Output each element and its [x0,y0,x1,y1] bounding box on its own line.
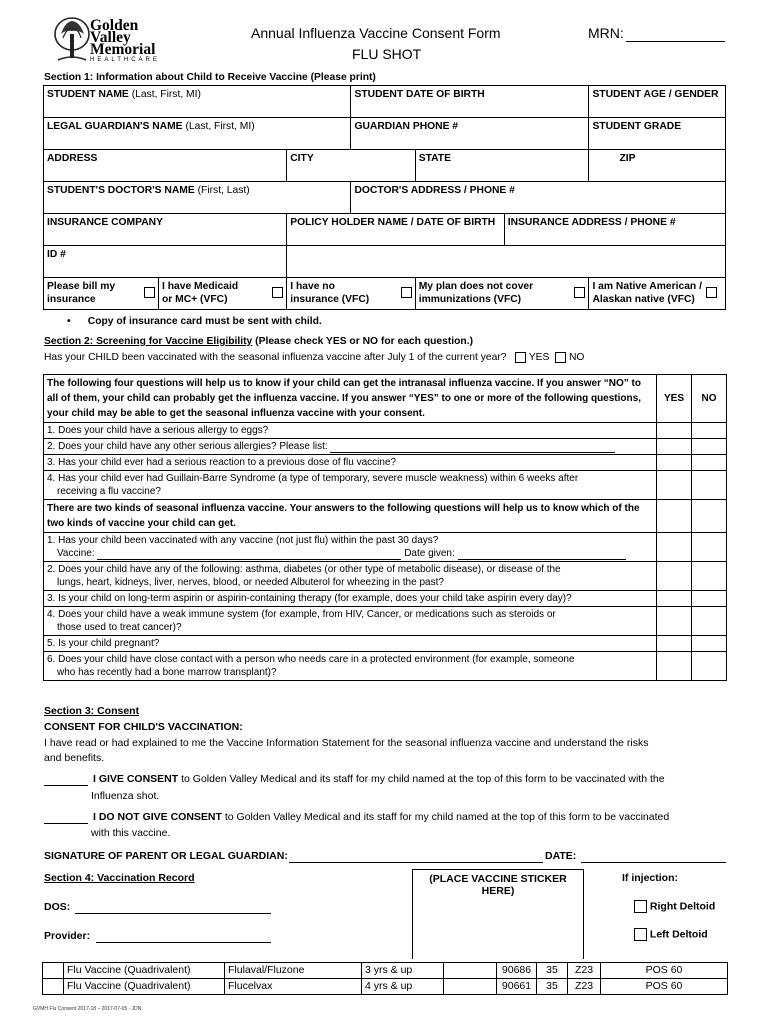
native-american-option[interactable]: I am Native American / Alaskan native (VFC) [589,278,726,310]
left-deltoid-checkbox[interactable] [634,928,647,941]
prior-yes-checkbox[interactable] [515,352,526,363]
vaccine-record-table [42,962,728,995]
screening-intro2: There are two kinds of seasonal influenza vaccine. Your answers to the following questions will help us to know which of the two kinds of vaccine your child can get. [44,500,657,533]
r4-no[interactable] [692,607,727,636]
doctor-address-cell[interactable]: DOCTOR'S ADDRESS / PHONE # [351,182,726,214]
insurance-card-note: • Copy of insurance card must be sent with child. [67,316,322,327]
vaccine-brand: Flucelvax [225,979,362,995]
if-injection-label: If injection: [622,872,678,884]
consent-text-line2: and benefits. [44,752,105,764]
q3-previous-reaction: 3. Has your child ever had a serious reaction to a previous dose of flu vaccine? [44,455,657,471]
signature-field[interactable] [289,850,543,863]
guardian-name-cell[interactable]: LEGAL GUARDIAN'S NAME (Last, First, MI) [44,118,351,150]
recent-vaccine-field[interactable] [97,548,401,560]
vaccine-blank [444,963,497,979]
r3-no[interactable] [692,591,727,607]
q1-no[interactable] [692,423,727,439]
r1-no[interactable] [692,533,727,562]
date-label: DATE: [545,850,577,862]
allergies-list-field[interactable] [330,441,615,453]
logo-line4: HEALTHCARE [90,57,160,63]
vaccine-age: 4 yrs & up [362,979,444,995]
vaccine-name: Flu Vaccine (Quadrivalent) [64,963,225,979]
vaccine-brand: Flulaval/Fluzone [225,963,362,979]
provider-label: Provider: [44,930,91,942]
medicaid-option[interactable]: I have Medicaid or MC+ (VFC) [159,278,287,310]
col-yes-header: YES [657,375,692,423]
intro2-yes [657,500,692,533]
section4-heading: Section 4: Vaccination Record [44,872,195,884]
student-age-gender-cell[interactable]: STUDENT AGE / GENDER [589,86,726,118]
prior-vaccination-question: Has your CHILD been vaccinated with the seasonal influenza vaccine after July 1 of the current year? YES NO [44,352,585,364]
prior-no-checkbox[interactable] [555,352,566,363]
recent-vaccine-date-field[interactable] [458,548,626,560]
insurance-address-cell[interactable]: INSURANCE ADDRESS / PHONE # [504,214,725,246]
right-deltoid-checkbox[interactable] [634,900,647,913]
r3-aspirin: 3. Is your child on long-term aspirin or aspirin-containing therapy (for example, does your child take aspirin every day)? [44,591,657,607]
native-american-checkbox[interactable] [706,287,717,298]
vaccine-cpt: 90686 [497,963,537,979]
id-spacer-cell [287,246,726,278]
r2-no[interactable] [692,562,727,591]
give-consent-initial-field[interactable] [44,773,88,786]
child-info-table [43,85,726,310]
city-cell[interactable]: CITY [287,150,415,182]
id-cell[interactable]: ID # [44,246,287,278]
r1-recent-vaccine: 1. Has your child been vaccinated with any vaccine (not just flu) within the past 30 days? Vaccine: Date given: [44,533,657,562]
dos-field[interactable] [75,901,271,914]
student-name-cell[interactable]: STUDENT NAME (Last, First, MI) [44,86,351,118]
logo-line1: Golden [90,17,139,34]
sticker-box: (PLACE VACCINE STICKER HERE) [412,869,584,959]
no-insurance-checkbox[interactable] [401,287,412,298]
state-cell[interactable]: STATE [415,150,589,182]
screening-intro: The following four questions will help us to know if your child can get the intranasal influenza vaccine. If you answer “NO” to all of them, your child can probably get the influenza vaccine. If you answer “YES” to one or more of the following questions, your child may be able to get the seasonal influenza vaccine with your consent. [44,375,657,423]
policy-holder-cell[interactable]: POLICY HOLDER NAME / DATE OF BIRTH [287,214,505,246]
date-field[interactable] [581,850,726,863]
footer-text: GVMH Flu Consent 2017-18 – 2017-07-05 - JDN [33,1006,142,1012]
vaccine-age: 3 yrs & up [362,963,444,979]
plan-not-cover-option[interactable]: My plan does not cover immunizations (VFC) [415,278,589,310]
form-subtitle: FLU SHOT [352,46,422,62]
q3-no[interactable] [692,455,727,471]
consent-subheading: CONSENT FOR CHILD'S VACCINATION: [44,721,243,733]
address-cell[interactable]: ADDRESS [44,150,287,182]
zip-cell[interactable]: ZIP [589,150,726,182]
deny-consent-text2: with this vaccine. [91,827,171,839]
q2-yes[interactable] [657,439,692,455]
vaccine-pos: POS 60 [601,963,728,979]
section2-heading: Section 2: Screening for Vaccine Eligibility (Please check YES or NO for each question.) [44,336,474,347]
left-deltoid-option[interactable]: Left Deltoid [634,928,708,941]
provider-field[interactable] [96,930,271,943]
no-insurance-option[interactable]: I have no insurance (VFC) [287,278,415,310]
deny-consent-initial-field[interactable] [44,811,88,824]
insurance-company-cell[interactable]: INSURANCE COMPANY [44,214,287,246]
q4-guillain-barre: 4. Has your child ever had Guillain-Barre Syndrome (a type of temporary, severe muscle weakness) within 6 weeks after receiving a flu vaccine? [44,471,657,500]
r6-close-contact: 6. Does your child have close contact with a person who needs care in a protected environment (for example, someone who has recently had a bone marrow transplant)? [44,652,657,681]
bill-insurance-option[interactable]: Please bill my insurance [44,278,159,310]
vaccine-row-check[interactable] [43,963,64,979]
deny-consent-text: I DO NOT GIVE CONSENT to Golden Valley Medical and its staff for my child named at the top of this form to be vaccinated [93,811,670,823]
logo-line2: Valley [90,29,131,46]
mrn-label: MRN: [588,25,624,41]
r3-yes[interactable] [657,591,692,607]
q3-yes[interactable] [657,455,692,471]
section3-heading: Section 3: Consent [44,705,140,717]
logo-line3: Memorial [90,41,156,58]
r1-yes[interactable] [657,533,692,562]
plan-not-cover-checkbox[interactable] [574,287,585,298]
q2-other-allergies: 2. Does your child have any other serious allergies? Please list: [44,439,657,455]
bill-insurance-checkbox[interactable] [144,287,155,298]
vaccine-num: 35 [537,979,568,995]
form-title: Annual Influenza Vaccine Consent Form [251,25,501,41]
right-deltoid-option[interactable]: Right Deltoid [634,900,715,913]
consent-text-line1: I have read or had explained to me the Vaccine Information Statement for the seasonal influenza vaccine and understand the risks [44,737,649,749]
q2-no[interactable] [692,439,727,455]
vaccine-blank [444,979,497,995]
intro2-no [692,500,727,533]
q1-egg-allergy: 1. Does your child have a serious allergy to eggs? [44,423,657,439]
r2-chronic-disease: 2. Does your child have any of the following: asthma, diabetes (or other type of metabolic disease), or disease of the lungs, heart, kidneys, liver, nerves, blood, or needed Albuterol for wheezing in the past? [44,562,657,591]
tree-icon [53,16,91,66]
give-consent-text2: Influenza shot. [91,790,160,802]
r6-yes[interactable] [657,652,692,681]
vaccine-num: 35 [537,963,568,979]
r2-yes[interactable] [657,562,692,591]
vaccine-code: Z23 [568,963,601,979]
medicaid-checkbox[interactable] [272,287,283,298]
vaccine-pos: POS 60 [601,979,728,995]
q4-no[interactable] [692,471,727,500]
r6-no[interactable] [692,652,727,681]
r4-yes[interactable] [657,607,692,636]
vaccine-code: Z23 [568,979,601,995]
vaccine-row [43,963,728,979]
signature-label: SIGNATURE OF PARENT OR LEGAL GUARDIAN: [44,850,288,862]
logo [53,16,165,66]
vaccine-name: Flu Vaccine (Quadrivalent) [64,979,225,995]
student-dob-cell[interactable]: STUDENT DATE OF BIRTH [351,86,589,118]
r4-weak-immune: 4. Does your child have a weak immune system (for example, from HIV, Cancer, or medications such as steroids or those used to treat cancer)? [44,607,657,636]
mrn-field[interactable] [626,25,725,42]
r5-yes[interactable] [657,636,692,652]
vaccine-row-check[interactable] [43,979,64,995]
vaccine-row [43,979,728,995]
doctor-name-cell[interactable]: STUDENT'S DOCTOR'S NAME (First, Last) [44,182,351,214]
student-grade-cell[interactable]: STUDENT GRADE [589,118,726,150]
r5-pregnant: 5. Is your child pregnant? [44,636,657,652]
give-consent-text: I GIVE CONSENT to Golden Valley Medical and its staff for my child named at the top of this form to be vaccinated with the [93,773,665,785]
q4-yes[interactable] [657,471,692,500]
dos-label: DOS: [44,901,71,913]
q1-yes[interactable] [657,423,692,439]
screening-table [43,374,727,681]
guardian-phone-cell[interactable]: GUARDIAN PHONE # [351,118,589,150]
vaccine-cpt: 90661 [497,979,537,995]
r5-no[interactable] [692,636,727,652]
col-no-header: NO [692,375,727,423]
section1-heading: Section 1: Information about Child to Receive Vaccine (Please print) [44,72,376,83]
